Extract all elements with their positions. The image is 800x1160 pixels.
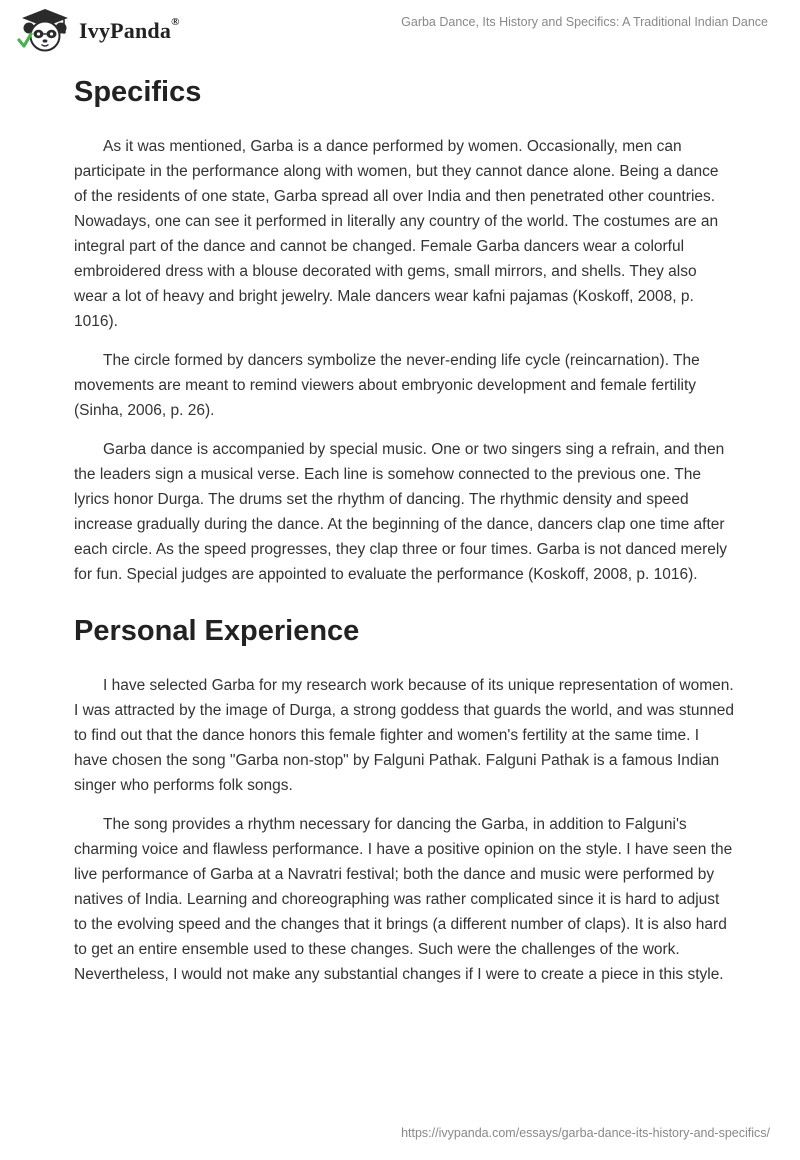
source-url[interactable]: https://ivypanda.com/essays/garba-dance-its-history-and-specifics/ — [401, 1126, 770, 1140]
panda-logo-icon — [16, 7, 74, 53]
essay-content — [74, 72, 734, 1001]
page-header — [0, 0, 800, 60]
paragraph: The circle formed by dancers symbolize the never-ending life cycle (reincarnation). The movements are meant to remind viewers about embryonic development and female fertility (Sinha, 2006, p. 26). — [74, 352, 700, 419]
paragraph: Garba dance is accompanied by special music. One or two singers sing a refrain, and then the leaders sign a musical verse. Each line is somehow connected to the previous one. The lyrics honor Durga. The drums set the rhythm of dancing. The rhythmic density and speed increase gradually during the dance. At the beginning of the dance, dancers clap one time after each circle. As the speed progresses, they clap three or four times. Garba is not danced merely for fun. Special judges are appointed to evaluate the performance (Koskoff, 2008, p. 1016). — [74, 441, 728, 583]
brand-name: IvyPanda® — [79, 16, 180, 43]
document-title: Garba Dance, Its History and Specifics: A Traditional Indian Dance — [401, 15, 768, 29]
paragraph: I have selected Garba for my research work because of its unique representation of women. I was attracted by the image of Durga, a strong goddess that guards the world, and was stunned to find out that the dance honors this female fighter and women's fertility at the same time. I have chosen the song "Garba non-stop" by Falguni Pathak. Falguni Pathak is a famous Indian singer who performs folk songs. — [74, 677, 734, 794]
paragraph: The song provides a rhythm necessary for dancing the Garba, in addition to Falguni's charming voice and flawless performance. I have a positive opinion on the style. I have seen the live performance of Garba at a Navratri festival; both the dance and music were performed by natives of India. Learning and choreographing was rather complicated since it is hard to adjust to the evolving speed and the changes that it brings (a different number of claps). It is also hard to get an entire ensemble used to these changes. Such were the challenges of the work. Nevertheless, I would not make any substantial changes if I were to create a piece in this style. — [74, 816, 733, 983]
trademark-symbol: ® — [171, 16, 180, 28]
brand-logo[interactable] — [16, 7, 180, 53]
section-heading-specifics: Specifics — [74, 76, 202, 108]
section-heading-personal-experience: Personal Experience — [74, 615, 360, 647]
paragraph: As it was mentioned, Garba is a dance performed by women. Occasionally, men can participate in the performance along with women, but they cannot dance alone. Being a dance of the residents of one state, Garba spread all over India and then penetrated other countries. Nowadays, one can see it performed in literally any country of the world. The costumes are an integral part of the dance and cannot be changed. Female Garba dancers wear a colorful embroidered dress with a blouse decorated with gems, small mirrors, and shells. They also wear a lot of heavy and bright jewelry. Male dancers wear kafni pajamas (Koskoff, 2008, p. 1016). — [74, 138, 719, 330]
